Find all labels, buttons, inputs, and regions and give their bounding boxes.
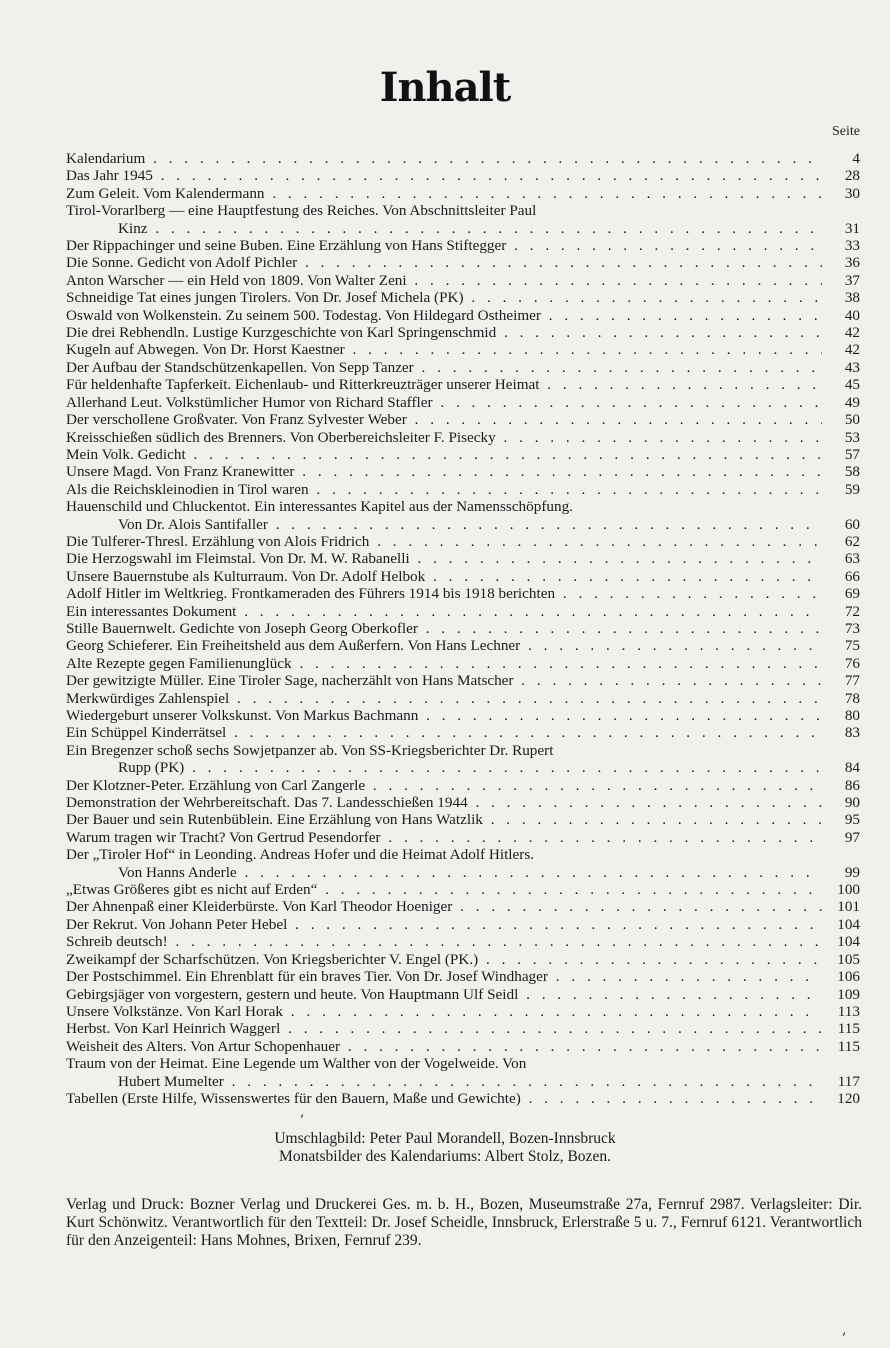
toc-entry-title: Kugeln auf Abwegen. Von Dr. Horst Kaestner . . . — [66, 341, 822, 358]
toc-entry-title: Für heldenhafte Tapferkeit. Eichenlaub- und Ritterkreuzträger unserer Heimat . . . — [66, 376, 822, 393]
toc-entry-title: Der Aufbau der Standschützenkapellen. Von Sepp Tanzer . . . — [66, 359, 822, 376]
toc-entry-title: Der Rippachinger und seine Buben. Eine Erzählung von Hans Stiftegger . . . — [66, 237, 822, 254]
toc-entry — [66, 986, 860, 1003]
monthly-pictures-credit: Monatsbilder des Kalendariums: Albert Stolz, Bozen. — [279, 1148, 611, 1165]
toc-entry-title: Alte Rezepte gegen Familienunglück . . . — [66, 655, 822, 672]
toc-entry-page-number: 50 — [844, 411, 860, 429]
toc-entry-title: Georg Schieferer. Ein Freiheitsheld aus dem Außerfern. Von Hans Lechner . . . — [66, 637, 822, 654]
toc-entry — [66, 637, 860, 654]
toc-entry — [66, 150, 860, 167]
toc-entry — [66, 307, 860, 324]
toc-entry-page-number: 106 — [837, 968, 860, 986]
toc-entry — [66, 742, 860, 777]
toc-entry-page-number: 53 — [844, 428, 860, 446]
toc-entry — [66, 185, 860, 202]
toc-entry — [66, 324, 860, 341]
toc-entry-page-number: 117 — [837, 1072, 860, 1090]
toc-entry-page-number: 120 — [837, 1089, 860, 1107]
toc-entry-title: Der Postschimmel. Ein Ehrenblatt für ein braves Tier. Von Dr. Josef Windhager . . . — [66, 968, 822, 985]
toc-entry-page-number: 80 — [844, 707, 860, 724]
toc-entry — [66, 568, 860, 585]
toc-entry-title: Stille Bauernwelt. Gedichte von Joseph Georg Oberkofler . . . — [66, 620, 822, 637]
publisher-imprint: Verlag und Druck: Bozner Verlag und Druckerei Ges. m. b. H., Bozen, Museumstraße 27a, Fernruf 2987. Verlagsleiter: Dir. Kurt Schönwitz. Verantwortlich für den Textteil: Dr. Josef Scheidle, Innsbruck, Erlerstraße 5 u. 7., Fernruf 6121. Verantwortlich für den Anzeigenteil: Hans Mohnes, Brixen, Fernruf 239. — [66, 1196, 862, 1249]
toc-entry-title: Zum Geleit. Vom Kalendermann . . . — [66, 185, 822, 202]
toc-entry — [66, 916, 860, 933]
toc-entry-title: Der Rekrut. Von Johann Peter Hebel . . . — [66, 916, 822, 933]
toc-entry-title: Die drei Rebhendln. Lustige Kurzgeschichte von Karl Springenschmid . . . — [66, 324, 822, 341]
toc-entry-title — [66, 742, 822, 777]
toc-entry-title — [66, 846, 822, 881]
toc-entry-title — [66, 1055, 822, 1090]
toc-entry — [66, 777, 860, 794]
toc-entry-page-number: 36 — [844, 254, 860, 272]
toc-entry-page-number: 40 — [844, 306, 860, 324]
toc-entry — [66, 341, 860, 358]
toc-entry — [66, 1038, 860, 1055]
toc-entry-title: Der Ahnenpaß einer Kleiderbürste. Von Karl Theodor Hoeniger . . . — [66, 898, 822, 915]
toc-entry — [66, 933, 860, 950]
toc-entry — [66, 237, 860, 254]
toc-entry — [66, 272, 860, 289]
toc-entry — [66, 898, 860, 915]
toc-entry-page-number: 37 — [844, 271, 860, 289]
toc-entry-title: Zweikampf der Scharfschützen. Von Kriegsberichter V. Engel (PK.) . . . — [66, 951, 822, 968]
toc-entry — [66, 620, 860, 637]
toc-entry-title: Allerhand Leut. Volkstümlicher Humor von Richard Staffler . . . — [66, 394, 822, 411]
toc-entry — [66, 690, 860, 707]
toc-entry — [66, 811, 860, 828]
toc-entry-title: Die Sonne. Gedicht von Adolf Pichler . . . — [66, 254, 822, 271]
toc-entry-page-number: 45 — [844, 376, 860, 394]
toc-entry-page-number: 84 — [844, 759, 860, 777]
toc-entry-page-number: 99 — [844, 863, 860, 881]
toc-entry-title: Der verschollene Großvater. Von Franz Sylvester Weber . . . — [66, 411, 822, 428]
toc-entry — [66, 968, 860, 985]
toc-entry — [66, 411, 860, 428]
toc-entry-page-number: 104 — [837, 915, 860, 933]
toc-entry-title-continuation: Rupp (PK) . . . — [66, 759, 822, 776]
toc-entry-title: Merkwürdiges Zahlenspiel . . . — [66, 690, 822, 707]
toc-entry — [66, 376, 860, 393]
toc-entry-title: Das Jahr 1945 . . . — [66, 167, 822, 184]
toc-entry-page-number: 86 — [844, 776, 860, 794]
toc-entry-title: Kreisschießen südlich des Brenners. Von Oberbereichsleiter F. Pisecky . . . — [66, 429, 822, 446]
toc-entry-page-number: 83 — [844, 724, 860, 742]
toc-entry — [66, 603, 860, 620]
toc-entry-title: Herbst. Von Karl Heinrich Waggerl . . . — [66, 1020, 822, 1037]
toc-entry-title-continuation: Kinz . . . — [66, 220, 822, 237]
toc-entry — [66, 394, 860, 411]
toc-entry-title: Tabellen (Erste Hilfe, Wissenswertes für den Bauern, Maße und Gewichte) . . . — [66, 1090, 822, 1107]
toc-entry-title: Warum tragen wir Tracht? Von Gertrud Pesendorfer . . . — [66, 829, 822, 846]
toc-entry-title-line: Ein Bregenzer schoß sechs Sowjetpanzer ab. Von SS-Kriegsberichter Dr. Rupert — [66, 741, 554, 759]
toc-entry-page-number: 77 — [844, 672, 860, 690]
toc-entry — [66, 289, 860, 306]
toc-entry-title: Anton Warscher — ein Held von 1809. Von Walter Zeni . . . — [66, 272, 822, 289]
toc-entry — [66, 254, 860, 271]
toc-entry-title: Die Tulferer-Thresl. Erzählung von Alois Fridrich . . . — [66, 533, 822, 550]
toc-entry-title: Der Klotzner-Peter. Erzählung von Carl Zangerle . . . — [66, 777, 822, 794]
toc-entry — [66, 481, 860, 498]
toc-entry-page-number: 76 — [844, 654, 860, 672]
cover-credit: Umschlagbild: Peter Paul Morandell, Bozen-Innsbruck — [274, 1130, 616, 1147]
toc-entry — [66, 585, 860, 602]
toc-entry-page-number: 43 — [844, 358, 860, 376]
page-column-header: Seite — [832, 124, 860, 139]
toc-entry-page-number: 62 — [844, 532, 860, 550]
toc-entry-title: Oswald von Wolkenstein. Zu seinem 500. Todestag. Von Hildegard Ostheimer . . . — [66, 307, 822, 324]
toc-entry-title: Wiedergeburt unserer Volkskunst. Von Markus Bachmann . . . — [66, 707, 822, 724]
illustration-credits — [0, 1130, 890, 1166]
toc-entry-page-number: 72 — [844, 602, 860, 620]
toc-entry-page-number: 90 — [844, 794, 860, 812]
toc-entry-page-number: 58 — [844, 463, 860, 481]
toc-entry — [66, 359, 860, 376]
toc-entry-title: Unsere Bauernstube als Kulturraum. Von Dr. Adolf Helbok . . . — [66, 568, 822, 585]
toc-entry-title: Als die Reichskleinodien in Tirol waren . . . — [66, 481, 822, 498]
toc-entry-title: Schneidige Tat eines jungen Tirolers. Von Dr. Josef Michela (PK) . . . — [66, 289, 822, 306]
toc-entry-title-continuation: Von Dr. Alois Santifaller . . . — [66, 516, 822, 533]
toc-entry-title: Weisheit des Alters. Von Artur Schopenhauer . . . — [66, 1038, 822, 1055]
toc-entry-page-number: 60 — [844, 515, 860, 533]
toc-entry — [66, 881, 860, 898]
toc-entry — [66, 846, 860, 881]
toc-entry-page-number: 30 — [844, 184, 860, 202]
toc-entry — [66, 1090, 860, 1107]
toc-entry-page-number: 97 — [844, 828, 860, 846]
toc-entry — [66, 1003, 860, 1020]
toc-entry-page-number: 38 — [844, 289, 860, 307]
toc-entry-page-number: 31 — [844, 219, 860, 237]
toc-entry-title-line: Der „Tiroler Hof“ in Leonding. Andreas Hofer und die Heimat Adolf Hitlers. — [66, 846, 535, 864]
toc-entry-title: Adolf Hitler im Weltkrieg. Frontkameraden des Führers 1914 bis 1918 berichten . . . — [66, 585, 822, 602]
toc-entry — [66, 829, 860, 846]
toc-entry-page-number: 95 — [844, 811, 860, 829]
toc-entry-page-number: 115 — [837, 1037, 860, 1055]
toc-entry-page-number: 42 — [844, 341, 860, 359]
toc-entry-title: Der Bauer und sein Rutenbüblein. Eine Erzählung von Hans Watzlik . . . — [66, 811, 822, 828]
toc-entry — [66, 724, 860, 741]
toc-entry-title: Unsere Magd. Von Franz Kranewitter . . . — [66, 463, 822, 480]
toc-entry-page-number: 115 — [837, 1020, 860, 1038]
toc-entry-page-number: 57 — [844, 445, 860, 463]
toc-entry-page-number: 100 — [837, 881, 860, 899]
toc-entry-title — [66, 202, 822, 237]
toc-entry-title: Demonstration der Wehrbereitschaft. Das 7. Landesschießen 1944 . . . — [66, 794, 822, 811]
toc-entry-title: Gebirgsjäger von vorgestern, gestern und heute. Von Hauptmann Ulf Seidl . . . — [66, 986, 822, 1003]
stray-mark: , — [842, 1322, 847, 1338]
toc-entry-title: Der gewitzigte Müller. Eine Tiroler Sage, nacherzählt von Hans Matscher . . . — [66, 672, 822, 689]
toc-entry-title: Ein interessantes Dokument . . . — [66, 603, 822, 620]
toc-entry-title: Ein Schüppel Kinderrätsel . . . — [66, 724, 822, 741]
toc-entry — [66, 794, 860, 811]
toc-entry — [66, 429, 860, 446]
page-title: Inhalt — [379, 64, 511, 111]
toc-entry — [66, 1020, 860, 1037]
toc-entry — [66, 655, 860, 672]
toc-entry-page-number: 42 — [844, 324, 860, 342]
toc-entry-page-number: 78 — [844, 689, 860, 707]
toc-entry-page-number: 59 — [844, 480, 860, 498]
toc-entry — [66, 167, 860, 184]
toc-entry — [66, 446, 860, 463]
toc-entry-page-number: 28 — [844, 167, 860, 185]
toc-entry-page-number: 73 — [844, 619, 860, 637]
toc-entry-title: Unsere Volkstänze. Von Karl Horak . . . — [66, 1003, 822, 1020]
toc-entry — [66, 463, 860, 480]
toc-entry-page-number: 101 — [837, 898, 860, 916]
toc-entry — [66, 951, 860, 968]
toc-entry — [66, 498, 860, 533]
toc-entry-title-continuation: Von Hanns Anderle . . . — [66, 864, 822, 881]
toc-entry-page-number: 109 — [837, 985, 860, 1003]
toc-entry-title-line: Tirol-Vorarlberg — eine Hauptfestung des Reiches. Von Abschnittsleiter Paul — [66, 202, 537, 220]
toc-entry — [66, 202, 860, 237]
stray-mark: , — [300, 1104, 305, 1120]
toc-entry — [66, 707, 860, 724]
toc-entry-title-line: Hauenschild und Chluckentot. Ein interessantes Kapitel aus der Namensschöpfung. — [66, 498, 573, 516]
toc-entry-page-number: 105 — [837, 950, 860, 968]
toc-entry-title: Schreib deutsch! . . . — [66, 933, 822, 950]
toc-entry-page-number: 75 — [844, 637, 860, 655]
toc-entry-title: „Etwas Größeres gibt es nicht auf Erden“ . . . — [66, 881, 822, 898]
toc-entry-page-number: 49 — [844, 393, 860, 411]
toc-entry-title: Mein Volk. Gedicht . . . — [66, 446, 822, 463]
toc-entry-page-number: 4 — [852, 150, 860, 167]
toc-entry-page-number: 33 — [844, 237, 860, 255]
toc-entry-title-line: Traum von der Heimat. Eine Legende um Walther von der Vogelweide. Von — [66, 1055, 527, 1073]
toc-entry-page-number: 69 — [844, 585, 860, 603]
toc-entry-title — [66, 498, 822, 533]
toc-entry — [66, 533, 860, 550]
toc-entry — [66, 550, 860, 567]
toc-entry — [66, 672, 860, 689]
table-of-contents — [66, 150, 860, 1107]
toc-entry-title-continuation: Hubert Mumelter . . . — [66, 1073, 822, 1090]
toc-entry-title: Die Herzogswahl im Fleimstal. Von Dr. M. W. Rabanelli . . . — [66, 550, 822, 567]
toc-entry-page-number: 63 — [844, 550, 860, 568]
toc-entry-page-number: 104 — [837, 933, 860, 951]
toc-entry — [66, 1055, 860, 1090]
toc-entry-page-number: 66 — [844, 567, 860, 585]
toc-entry-title: Kalendarium . . . — [66, 150, 822, 167]
toc-entry-page-number: 113 — [837, 1002, 860, 1020]
